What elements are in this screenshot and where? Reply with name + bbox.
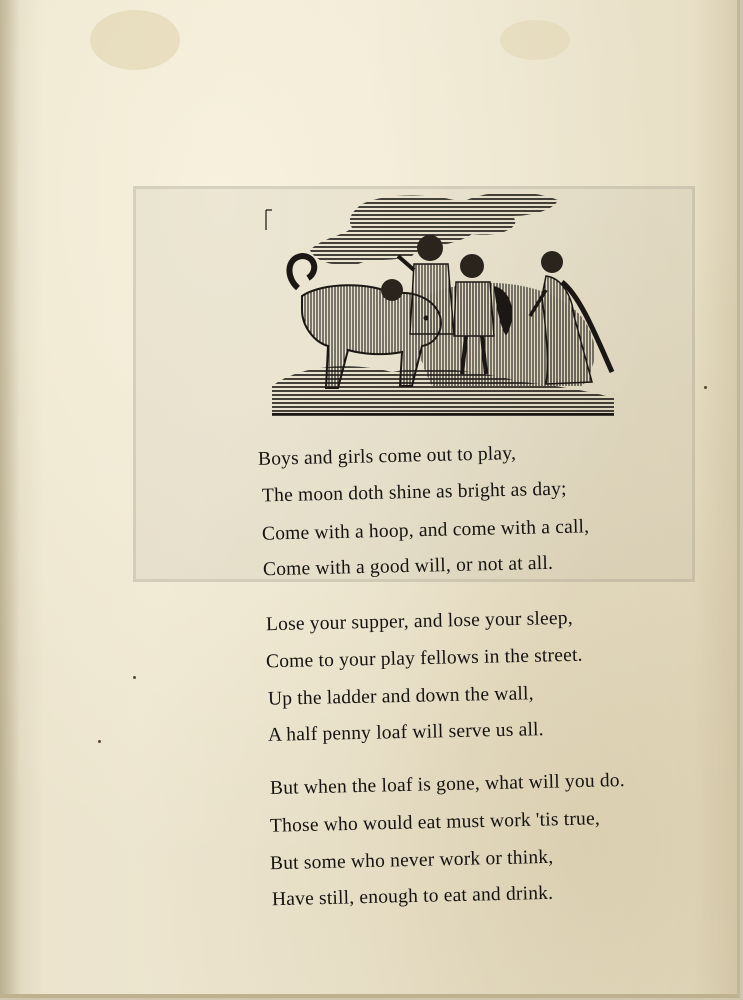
verse-line: Up the ladder and down the wall, xyxy=(267,683,534,710)
verse-line: Those who would eat must work 'tis true, xyxy=(269,808,601,837)
verse-line: Boys and girls come out to play, xyxy=(257,443,517,470)
verse-line: Come to your play fellows in the street. xyxy=(265,644,583,673)
verse-line: But some who never work or think, xyxy=(269,846,554,875)
verse-line: The moon doth shine as bright as day; xyxy=(261,478,567,507)
verse-line: Come with a good will, or not at all. xyxy=(262,552,554,581)
verse-line: But when the loaf is gone, what will you do. xyxy=(269,769,626,800)
verse-line: Come with a hoop, and come with a call, xyxy=(261,516,590,545)
verse-line: Have still, enough to eat and drink. xyxy=(271,882,554,911)
verse-line: Lose your supper, and lose your sleep, xyxy=(265,607,574,636)
verse-line: A half penny loaf will serve us all. xyxy=(267,719,544,746)
